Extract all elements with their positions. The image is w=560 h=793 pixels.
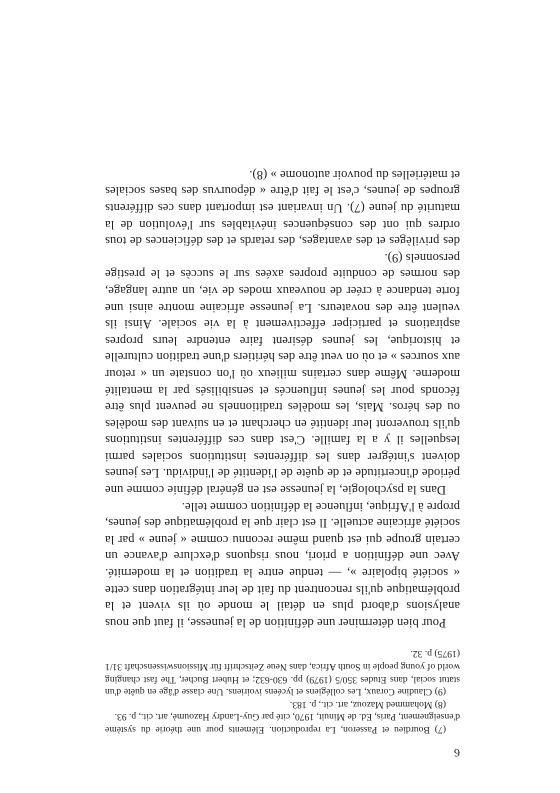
footnotes [105, 647, 460, 735]
paragraph-1: des privilèges et des avantages, des retards et des déficiences de tous ordres qui ont des conséquences inévitables sur l'évolution de la maturité du jeune (7). Un invariant est important dans ces différents groupes de jeunes, c'est le fait d'être « dépourvus des bases sociales et matérielles du pouvoir autonome » (8). [105, 167, 460, 249]
paragraph-3: Pour bien déterminer une définition de la jeunesse, il faut que nous analysions d'abord plus en détail le monde où ils vivent et la problématique qu'ils rencontrent du fait de leur intégration dans cette « société bipolaire », — tendue entre la tradition et la modernité. Avec une définition a priori, nous risquons d'exclure d'avance un certain groupe qui est quand même reconnu comme « jeune » par la société africaine actuelle. Il est clair que la problématique des jeunes, propre à l'Afrique, influence la définition comme telle. [105, 499, 460, 630]
footnote-7: (7) Bourdieu et Passeron, La reproduction. Eléments pour une théorie du système d'enseignement, Paris, Ed. de Minuit, 1970, cité par Guy-Landry Hazoumè, art. cit., p. 93. [105, 711, 460, 735]
page-content [105, 166, 460, 760]
page-number: 6 [454, 746, 460, 760]
footnote-9: (9) Claudine Coraux, Les collégiens et lycéens ivoiriens. Une classe d'âge en quête d'un statut social, dans Etudes 350/5 (1979) pp. 630-632; et Hubert Bucher, The fast changing world of young people in South Africa, dans Neue Zeitschrift für Missionswissenschaft 31/1 (1975) p. 32. [105, 648, 460, 698]
footnote-8: (8) Mohammed Mazouz, art. cit., p. 183. [289, 698, 446, 710]
body-text [105, 166, 460, 631]
paragraph-2: Dans la psychologie, la jeunesse est en général définie comme une période d'incertitude et de quête de l'identité de l'individu. Les jeunes doivent s'intégrer dans les différentes institutions sociales parmi lesquelles il y a la famille. C'est dans ces différentes institutions qu'ils trouveront leur identité en cherchant et en suivant des modèles ou des héros. Mais, les modèles traditionnels ne peuvent plus être féconds pour les jeunes influencés et sensibilisés par la mentalité moderne. Même dans certains milieux où l'on constate un « retour aux sources » et où on veut être des héritiers d'une tradition culturelle et historique, les jeunes désirent faire entendre leurs propres aspirations et participer effectivement à la vie sociale. Ainsi ils veulent être des novateurs. La jeunesse africaine montre ainsi une forte tendance à créer de nouveaux modes de vie, un autre langage, des normes de conduite propres axées sur le succès et le prestige personnels (9). [105, 250, 460, 498]
